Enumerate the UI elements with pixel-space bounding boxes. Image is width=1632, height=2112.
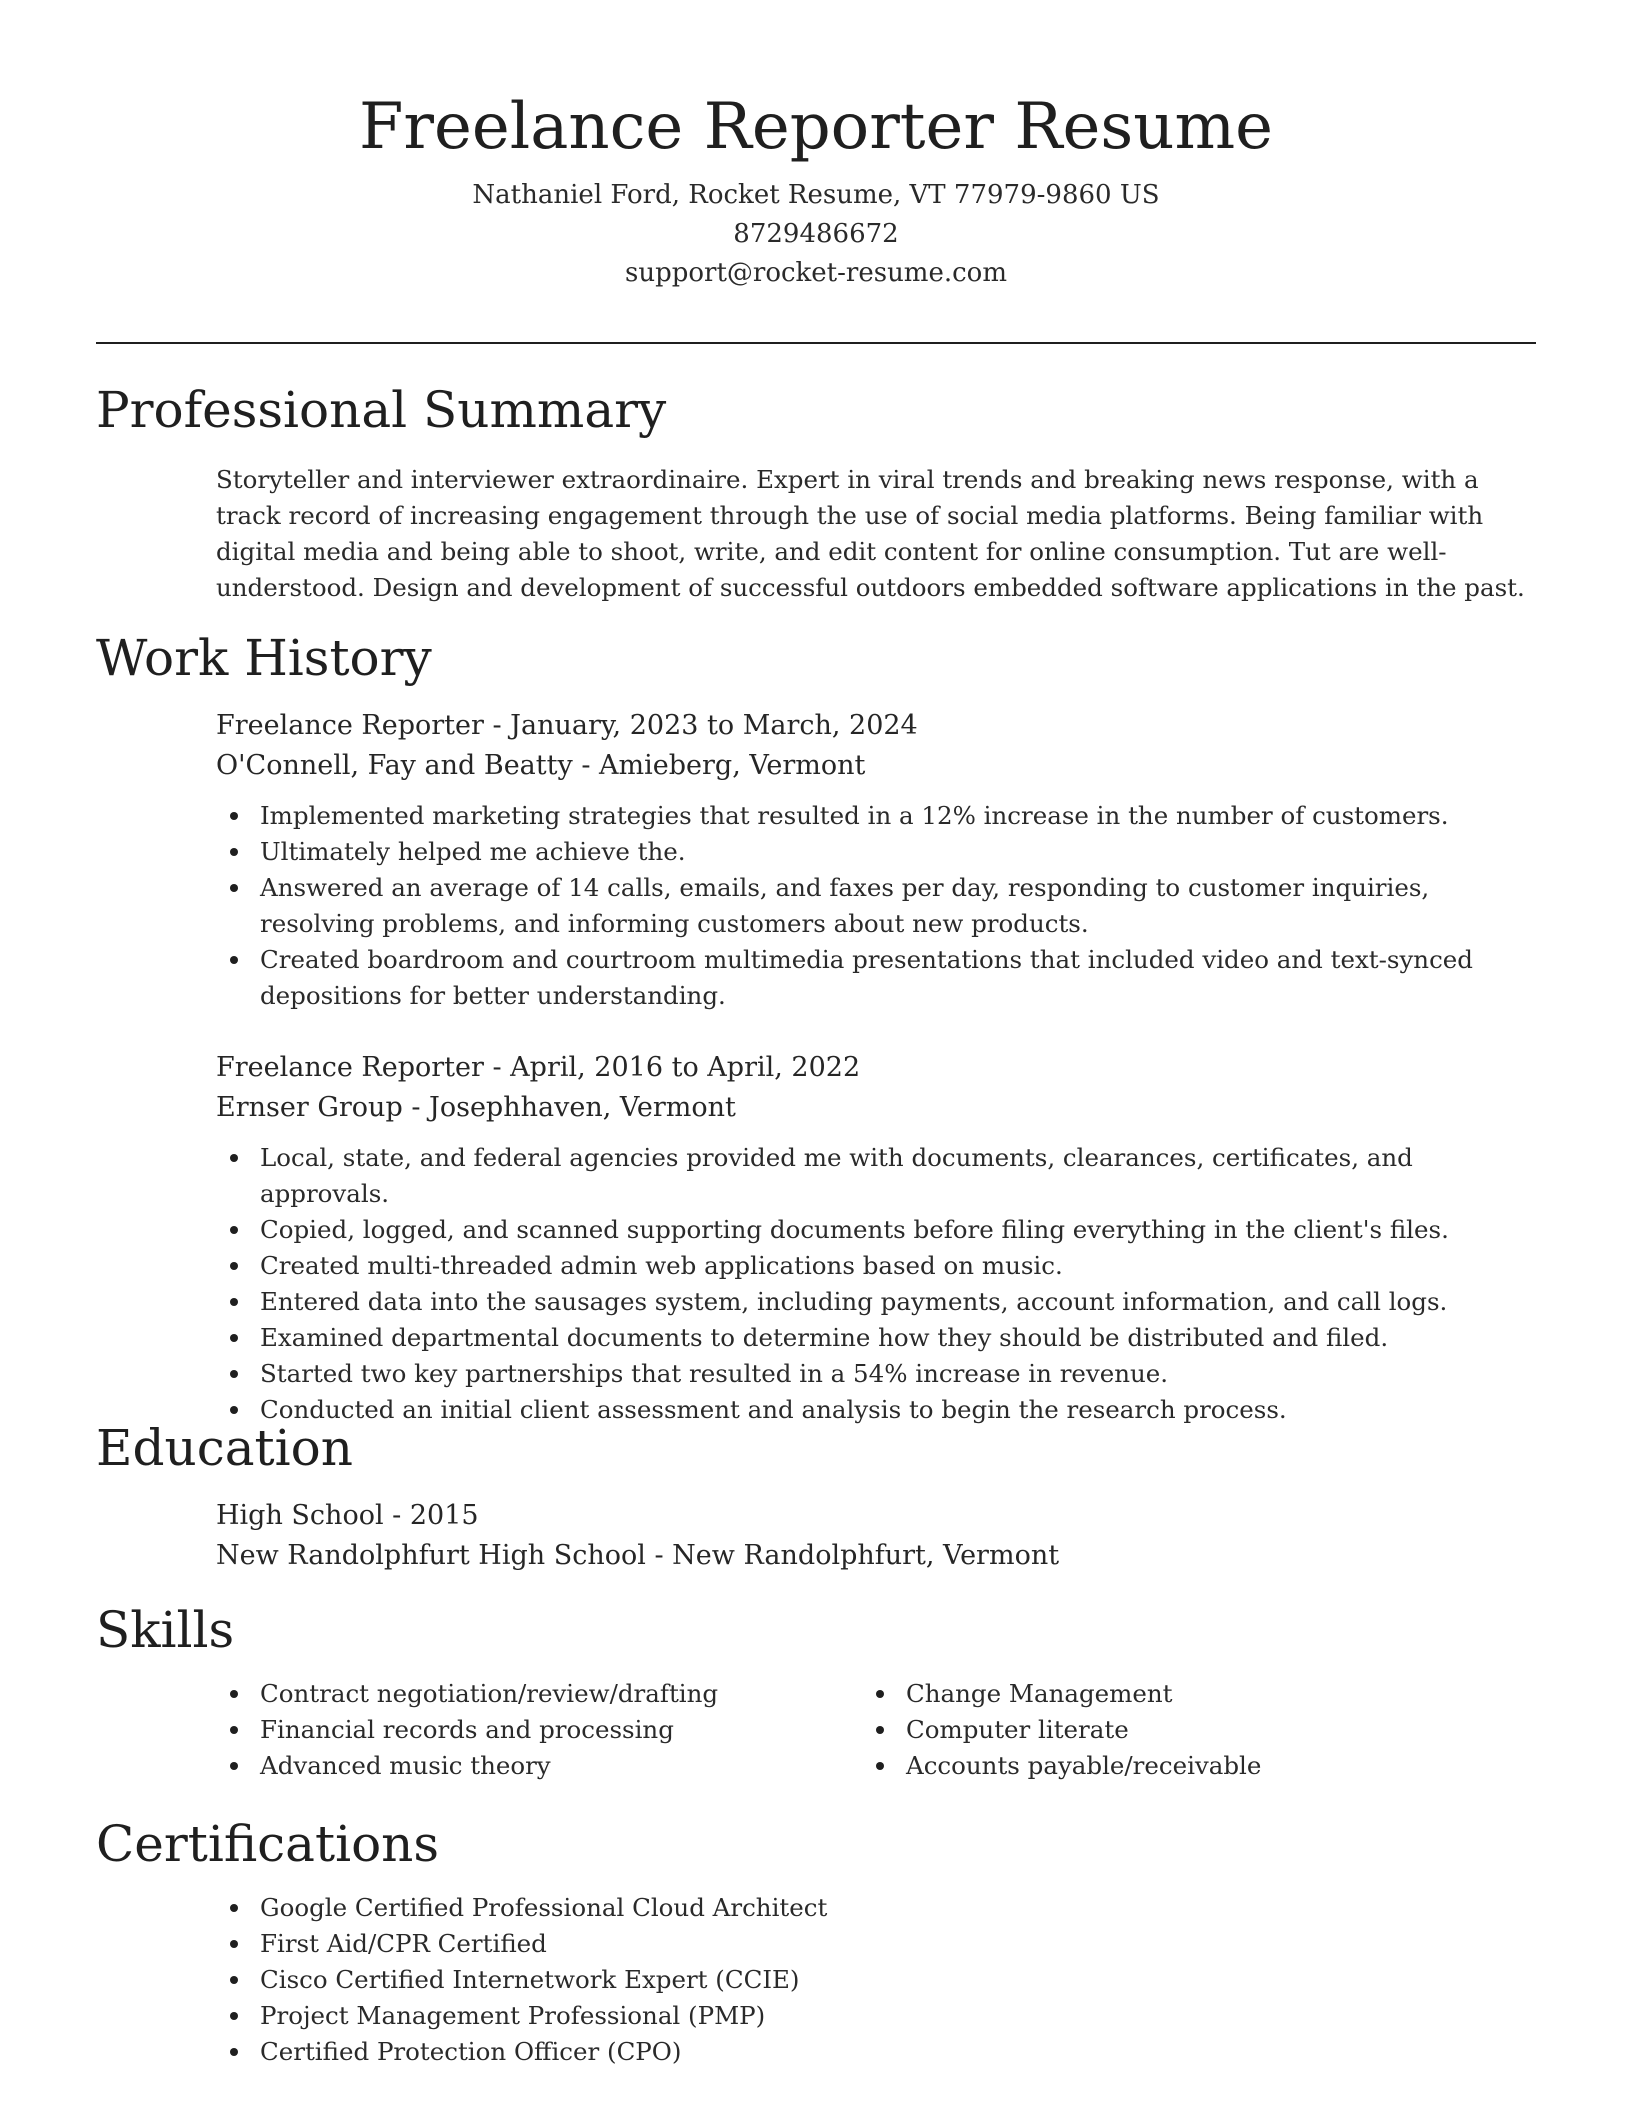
bullet-icon (230, 2012, 238, 2020)
job-title: Freelance Reporter (216, 710, 484, 741)
list-item (216, 1392, 1546, 1428)
list-item-text: Contract negotiation/review/drafting (260, 1679, 719, 1708)
summary-heading: Professional Summary (96, 381, 667, 439)
bullet-icon (230, 1904, 238, 1912)
certifications-heading: Certifications (96, 1815, 440, 1873)
bullet-icon (230, 2048, 238, 2056)
contact-block (0, 176, 1632, 293)
work-history-heading: Work History (96, 629, 432, 687)
list-item (216, 1248, 1546, 1284)
education-school: New Randolphfurt High School (216, 1540, 646, 1571)
bullet-icon (230, 1690, 238, 1698)
list-item-text: Conducted an initial client assessment and analysis to begin the research process. (260, 1395, 1287, 1424)
education-degree-line (216, 1496, 1546, 1536)
job-title-line (216, 1048, 1546, 1088)
certifications-list (216, 1890, 1546, 2070)
job-title-line (216, 706, 1546, 746)
summary-text: Storyteller and interviewer extraordinaire. Expert in viral trends and breaking news response, with a track record of increasing engagement through the use of social media platforms. Being familiar with digital media and being able to shoot, write, and edit content for online consumption. Tut are well-understood. Design and development of successful outdoors embedded software applications in the past. (216, 465, 1525, 602)
education-entry (216, 1496, 1546, 1576)
job-dates: - April, 2016 to April, 2022 (483, 1052, 861, 1083)
contact-phone: 8729486672 (733, 219, 899, 249)
list-item (216, 1962, 1546, 1998)
contact-address: Nathaniel Ford, Rocket Resume, VT 77979-9860 US (472, 180, 1160, 210)
skills-heading: Skills (96, 1601, 235, 1659)
job-bullets (216, 1140, 1546, 1428)
list-item (862, 1712, 1482, 1748)
list-item-text: Google Certified Professional Cloud Architect (260, 1893, 828, 1922)
list-item-text: Accounts payable/receivable (906, 1751, 1262, 1780)
list-item-text: Entered data into the sausages system, including payments, account information, and call logs. (260, 1287, 1448, 1316)
header-divider (96, 342, 1536, 344)
list-item (216, 1284, 1546, 1320)
list-item (216, 870, 1546, 942)
list-item (216, 1998, 1546, 2034)
job-location: - Josephhaven, Vermont (402, 1092, 736, 1123)
job-dates: - January, 2023 to March, 2024 (483, 710, 918, 741)
bullet-icon (876, 1726, 884, 1734)
bullet-icon (230, 1976, 238, 1984)
list-item-text: Created boardroom and courtroom multimedia presentations that included video and text-synced depositions for better understanding. (260, 945, 1473, 1010)
list-item-text: Copied, logged, and scanned supporting documents before filing everything in the client's files. (260, 1215, 1449, 1244)
resume-header (0, 88, 1632, 293)
job-entry (216, 1048, 1546, 1128)
list-item (216, 1676, 836, 1712)
list-item-text: Computer literate (906, 1715, 1129, 1744)
list-item (216, 798, 1546, 834)
education-heading: Education (96, 1419, 353, 1477)
skills-list-right (862, 1676, 1482, 1784)
list-item-text: Examined departmental documents to determine how they should be distributed and filed. (260, 1323, 1389, 1352)
job-company-line (216, 1088, 1546, 1128)
bullet-icon (876, 1762, 884, 1770)
list-item (216, 1212, 1546, 1248)
skills-list-left (216, 1676, 836, 1784)
job-company-line (216, 746, 1546, 786)
bullet-icon (230, 812, 238, 820)
bullet-icon (230, 1726, 238, 1734)
list-item (216, 1712, 836, 1748)
list-item-text: Ultimately helped me achieve the. (260, 837, 686, 866)
education-school-line (216, 1536, 1546, 1576)
list-item-text: Created multi-threaded admin web applications based on music. (260, 1251, 1063, 1280)
list-item (216, 1320, 1546, 1356)
education-degree: High School (216, 1500, 384, 1531)
list-item-text: First Aid/CPR Certified (260, 1929, 547, 1958)
list-item (216, 1890, 1546, 1926)
job-company: Ernser Group (216, 1092, 403, 1123)
list-item (216, 1140, 1546, 1212)
job-company: O'Connell, Fay and Beatty (216, 750, 573, 781)
bullet-icon (230, 1154, 238, 1162)
list-item (216, 834, 1546, 870)
list-item-text: Started two key partnerships that resulted in a 54% increase in revenue. (260, 1359, 1169, 1388)
list-item (216, 1748, 836, 1784)
education-location: - New Randolphfurt, Vermont (645, 1540, 1060, 1571)
list-item-text: Change Management (906, 1679, 1173, 1708)
bullet-icon (230, 956, 238, 964)
bullet-icon (230, 1298, 238, 1306)
job-entry (216, 706, 1546, 786)
bullet-icon (230, 1226, 238, 1234)
education-year: - 2015 (383, 1500, 479, 1531)
list-item (216, 942, 1546, 1014)
bullet-icon (230, 1370, 238, 1378)
list-item (216, 1356, 1546, 1392)
bullet-icon (876, 1690, 884, 1698)
list-item-text: Cisco Certified Internetwork Expert (CCIE) (260, 1965, 800, 1994)
bullet-icon (230, 1406, 238, 1414)
list-item-text: Financial records and processing (260, 1715, 674, 1744)
list-item (216, 1926, 1546, 1962)
list-item (216, 2034, 1546, 2070)
bullet-icon (230, 1334, 238, 1342)
resume-title: Freelance Reporter Resume (358, 90, 1274, 164)
list-item (862, 1676, 1482, 1712)
list-item-text: Local, state, and federal agencies provided me with documents, clearances, certificates, and approvals. (260, 1143, 1413, 1208)
list-item-text: Project Management Professional (PMP) (260, 2001, 766, 2030)
list-item (862, 1748, 1482, 1784)
bullet-icon (230, 1762, 238, 1770)
bullet-icon (230, 848, 238, 856)
job-location: - Amieberg, Vermont (572, 750, 866, 781)
contact-email: support@rocket-resume.com (624, 258, 1007, 288)
job-title: Freelance Reporter (216, 1052, 484, 1083)
list-item-text: Certified Protection Officer (CPO) (260, 2037, 682, 2066)
bullet-icon (230, 1262, 238, 1270)
job-bullets (216, 798, 1546, 1014)
list-item-text: Implemented marketing strategies that resulted in a 12% increase in the number of customers. (260, 801, 1449, 830)
list-item-text: Advanced music theory (260, 1751, 551, 1780)
bullet-icon (230, 1940, 238, 1948)
list-item-text: Answered an average of 14 calls, emails, and faxes per day, responding to customer inquiries, resolving problems, and informing customers about new products. (260, 873, 1430, 938)
bullet-icon (230, 884, 238, 892)
